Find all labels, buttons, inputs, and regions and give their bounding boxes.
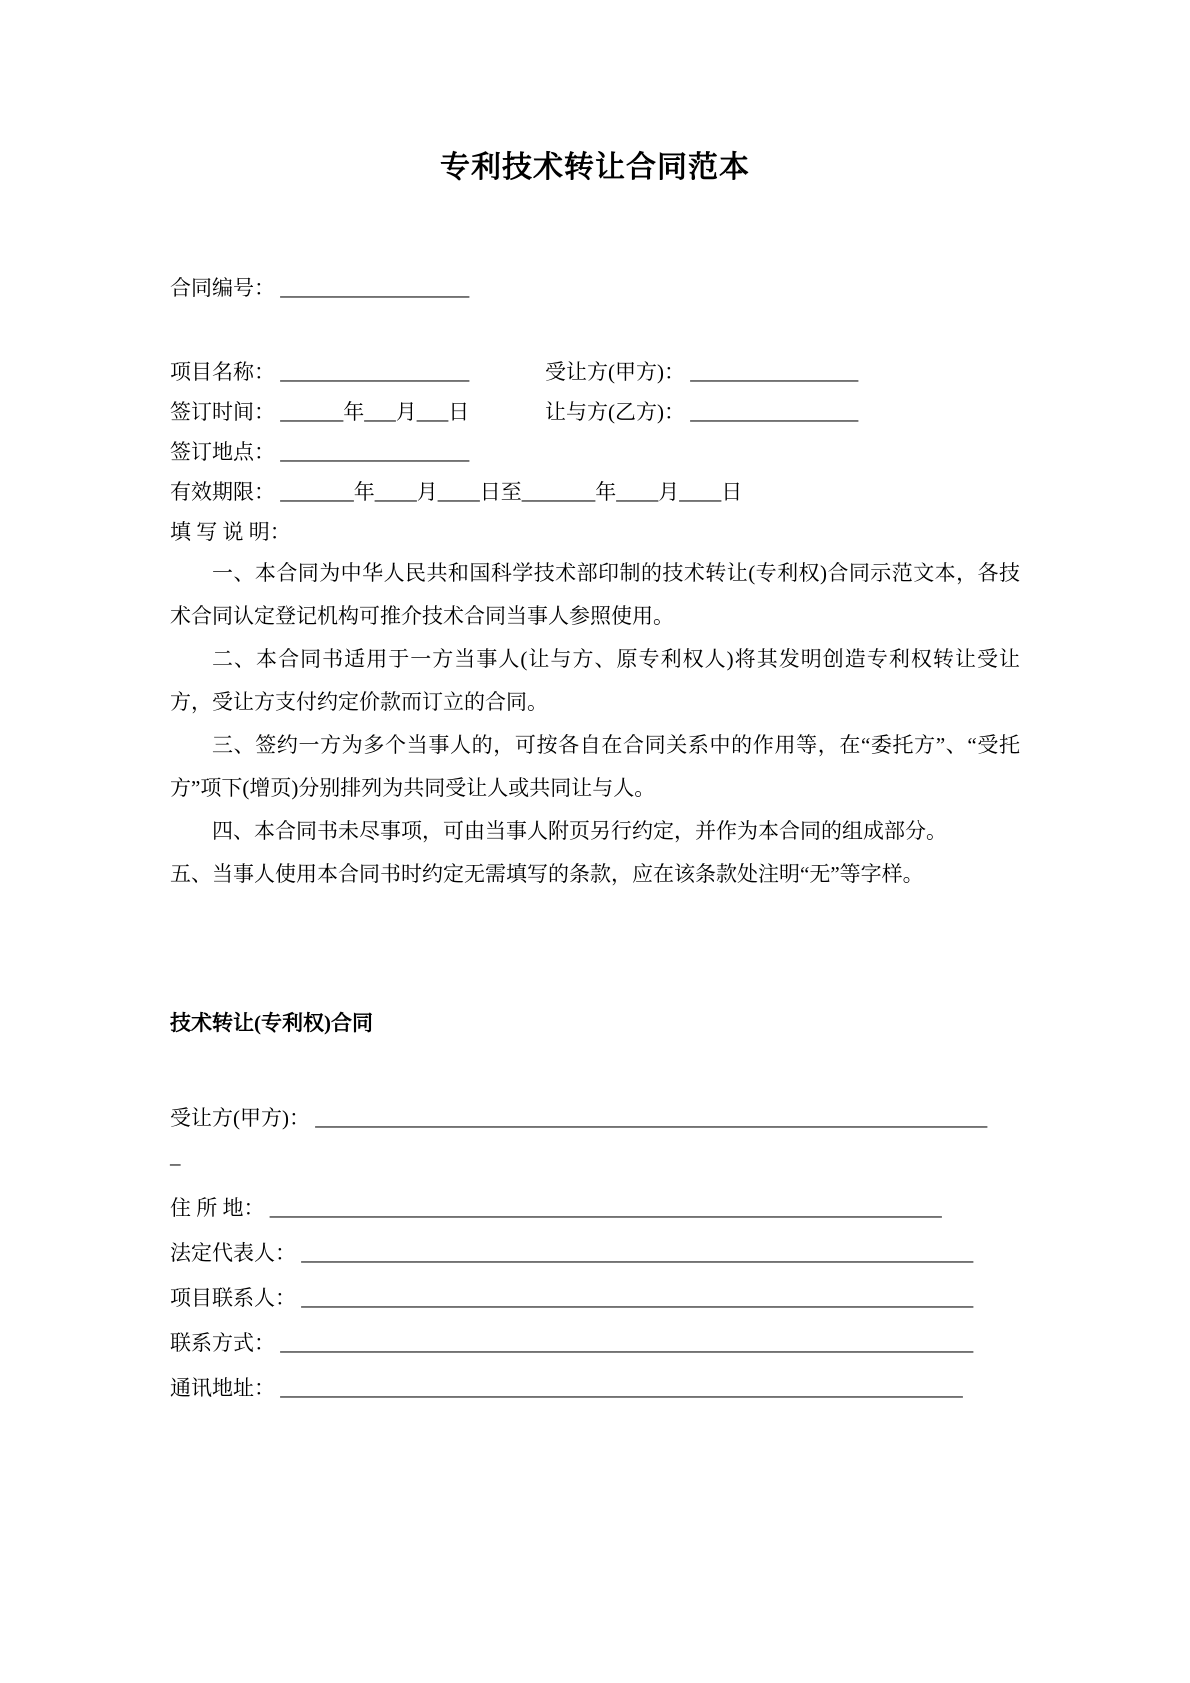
- mailing-address-line: 通讯地址： _________________________________________________________________: [170, 1376, 963, 1400]
- meta-fields: [170, 352, 1020, 512]
- fill-instructions-heading: 填 写 说 明：: [170, 520, 291, 544]
- party-info-section: [170, 1096, 1020, 1411]
- field-signing-date: 签订时间： ______年___月___日: [170, 400, 470, 424]
- contact-method-line: 联系方式： __________________________________________________________________: [170, 1331, 974, 1355]
- meta-row-1: [170, 352, 1020, 392]
- field-signing-place: 签订地点： __________________: [170, 440, 470, 464]
- legal-representative-line: 法定代表人： ________________________________________________________________: [170, 1241, 974, 1265]
- instruction-item-5: 五、当事人使用本合同书时约定无需填写的条款，应在该条款处注明“无”等字样。: [170, 862, 924, 886]
- transferee-line: 受让方(甲方)： ________________________________________________________________: [170, 1106, 988, 1130]
- field-transferor-party-b: 让与方(乙方)： ________________: [545, 400, 859, 424]
- field-project-name: 项目名称： __________________: [170, 360, 470, 384]
- contract-subtitle: 技术转让(专利权)合同: [170, 1011, 373, 1035]
- field-transferee-party-a: 受让方(甲方)： ________________: [545, 360, 859, 384]
- field-validity-period: 有效期限： _______年____月____日至_______年____月____日: [170, 480, 743, 504]
- instruction-item-1: 一、本合同为中华人民共和国科学技术部印制的技术转让(专利权)合同示范文本，各技术合同认定登记机构可推介技术合同当事人参照使用。: [170, 561, 1020, 628]
- contract-number-line: 合同编号： __________________: [170, 276, 470, 300]
- instruction-item-2: 二、本合同书适用于一方当事人(让与方、原专利权人)将其发明创造专利权转让受让方，受让方支付约定价款而订立的合同。: [170, 647, 1020, 714]
- page-title: 专利技术转让合同范本: [440, 151, 750, 184]
- instruction-item-3: 三、签约一方为多个当事人的，可按各自在合同关系中的作用等，在“委托方”、“受托方”项下(增页)分别排列为共同受让人或共同让与人。: [170, 733, 1020, 800]
- fill-instructions: [170, 552, 1020, 896]
- project-contact-line: 项目联系人： ________________________________________________________________: [170, 1286, 974, 1310]
- residence-line: 住 所 地： ________________________________________________________________: [170, 1196, 942, 1220]
- meta-row-2: [170, 392, 1020, 432]
- wrapped-underscore: –: [170, 1151, 181, 1175]
- instruction-item-4: 四、本合同书未尽事项，可由当事人附页另行约定，并作为本合同的组成部分。: [212, 819, 947, 843]
